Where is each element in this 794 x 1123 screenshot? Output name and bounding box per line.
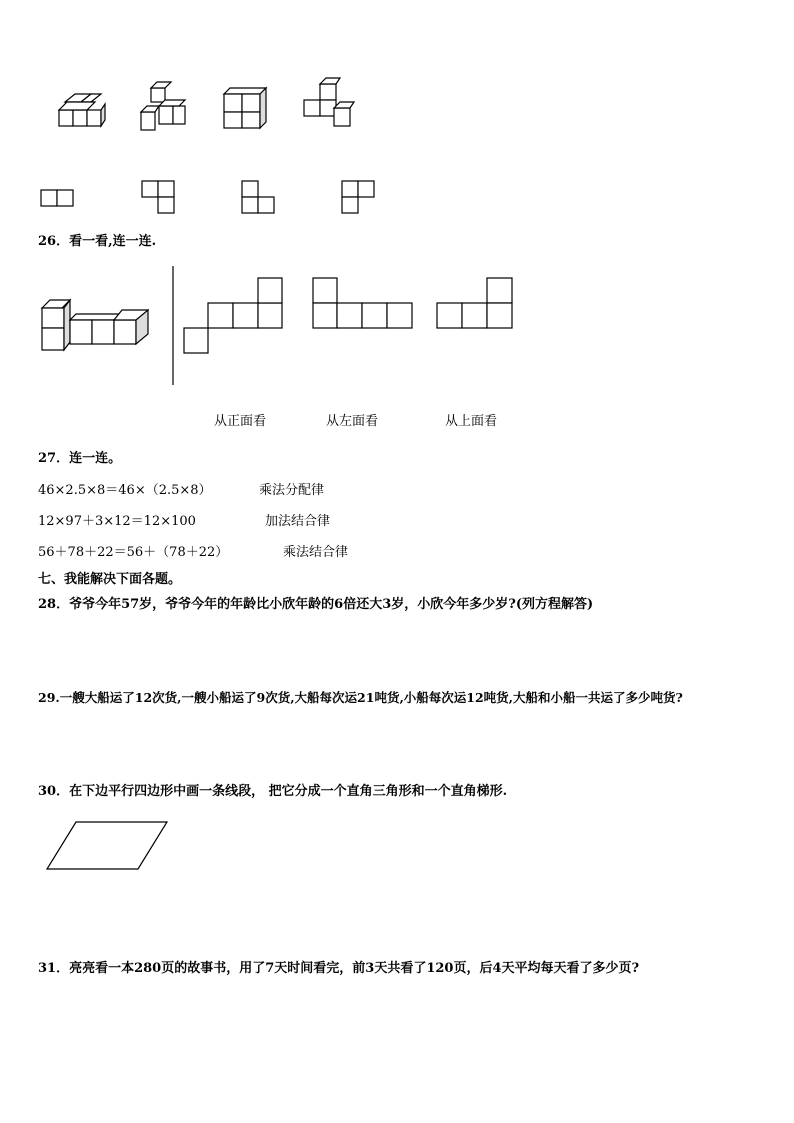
q27-law-3: 乘法结合律	[283, 545, 349, 560]
section-7-title: 七、我能解决下面各题。	[38, 572, 182, 587]
label-front-view: 从正面看	[214, 414, 267, 429]
view-shape-d	[341, 180, 381, 220]
view-shape-b	[141, 180, 181, 220]
q26-title: 26．看一看,连一连.	[38, 234, 157, 249]
cube-figure-1	[55, 92, 105, 132]
cube-figure-4	[300, 78, 356, 130]
q27-expr-1: 46×2.5×8＝46×（2.5×8）	[38, 483, 212, 498]
cube-figure-2	[137, 82, 187, 134]
q27-title: 27．连一连。	[38, 451, 122, 466]
q27-law-2: 加法结合律	[265, 514, 331, 529]
parallelogram	[46, 820, 170, 872]
q29-text: 29.一艘大船运了12次货,一艘小船运了9次货,大船每次运21吨货,小船每次运12吨货,大船和小船一共运了多少吨货?	[38, 690, 683, 705]
q27-expr-3: 56＋78＋22＝56＋（78＋22）	[38, 545, 229, 560]
q27-expr-2: 12×97＋3×12＝12×100	[38, 514, 196, 529]
label-top-view: 从上面看	[445, 414, 498, 429]
q26-view-top	[436, 277, 516, 331]
q28-text: 28．爷爷今年57岁，爷爷今年的年龄比小欣年龄的6倍还大3岁，小欣今年多少岁?(列方程解答)	[38, 597, 594, 612]
q26-divider	[172, 266, 176, 386]
label-left-view: 从左面看	[326, 414, 379, 429]
view-shape-c	[241, 180, 281, 220]
view-shape-a	[40, 189, 80, 209]
q30-text: 30．在下边平行四边形中画一条线段， 把它分成一个直角三角形和一个直角梯形.	[38, 784, 508, 799]
q27-law-1: 乘法分配律	[259, 483, 325, 498]
q26-view-left	[312, 277, 416, 331]
cube-figure-3	[220, 86, 270, 130]
q31-text: 31．亮亮看一本280页的故事书，用了7天时间看完，前3天共看了120页，后4天平均每天看了多少页?	[38, 961, 640, 976]
q26-cube-figure	[40, 296, 156, 356]
q26-view-front	[184, 277, 284, 355]
